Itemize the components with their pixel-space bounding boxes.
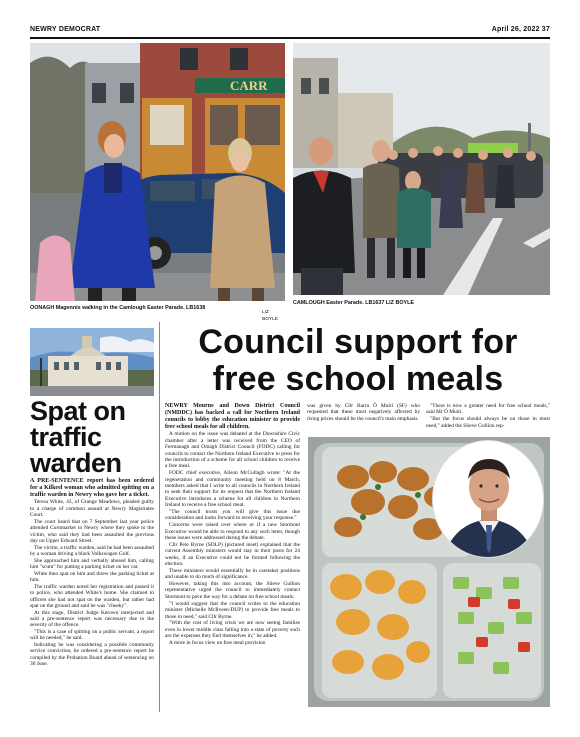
main-story-column-2 bbox=[307, 403, 420, 423]
headline-line: traffic bbox=[30, 422, 102, 452]
story-paragraph: The court heard that on 7 September last year police attended Cornmarket in Newry where they spoke to the victim, who said they had been assaulted the previous day on Upper Edward Street. bbox=[30, 518, 154, 544]
headline-line: Council support for bbox=[198, 323, 518, 361]
column-divider bbox=[159, 322, 160, 712]
inset-photo-cllr-pete-byrne bbox=[432, 440, 544, 558]
story-paragraph: FODC chief executive, Alison McCullagh wrote: "At the regeneration and community meeting held on 8 March, members asked that I write to all councils in Northern Ireland to seek their support for its request that the Northern Ireland Executive introduces a scheme for all children in Northern Ireland to receive a free school meal. bbox=[165, 470, 300, 509]
photo-camlough-parade bbox=[293, 43, 550, 295]
story-paragraph: "With the cost of living crisis we are now seeing families even in lower middle class falling into a state of poverty such are the expenses they find themselves in," he added. bbox=[165, 620, 300, 640]
masthead-rule bbox=[30, 37, 550, 39]
story-paragraph: "There is now a greater need for free school meals," said Mr Ó Muirí. bbox=[426, 403, 550, 416]
photo-caption-right: CAMLOUGH Easter Parade. LB1637 LIZ BOYLE bbox=[293, 300, 415, 306]
photo-credit: LIZ BOYLE bbox=[262, 310, 278, 322]
story-paragraph: Indicating he was considering a possible community service conviction, he ordered a pre-sentence report be compiled by the Probation Board ahead of sentencing on 30 June. bbox=[30, 642, 154, 668]
side-story-headline bbox=[30, 398, 156, 476]
story-paragraph: A more in focus view on free meal provision bbox=[169, 639, 266, 646]
story-paragraph: Cllr Pete Byrne (SDLP) (pictured inset) explained that the current Assembly ministers would stay in their posts for 24 weeks, if an Executive could not be formed following the election. bbox=[165, 541, 300, 568]
story-paragraph: Teresa White, 43, of Grange Meadows, pleaded guilty to a charge of common assault at Newry Magistrates Court. bbox=[30, 499, 154, 519]
main-story-headline bbox=[163, 324, 553, 398]
story-paragraph: She approached him and verbally abused him, calling him "scum" for putting a parking ticket on her car. bbox=[30, 557, 154, 570]
caption-text: OONAGH Magennis walking in the Camlough Easter Parade. LB1638 bbox=[30, 305, 206, 311]
story-paragraph: Concerns were raised over where or if a new Stormont Executive would be able to respond to any such letter, though these issues were addressed during the debate. bbox=[165, 522, 300, 542]
story-paragraph: At this stage, District Judge Kerown interjected and said a pre-sentence report was necessary due to the severity of the offence. bbox=[30, 609, 154, 629]
side-story-body bbox=[30, 478, 154, 668]
publication-name: NEWRY DEMOCRAT bbox=[30, 26, 101, 33]
story-paragraph: "The council trusts you will give this issue due consideration and looks forward to receiving your response." bbox=[165, 509, 300, 522]
shop-sign-text: CARR bbox=[230, 78, 268, 93]
headline-line: free school meals bbox=[212, 360, 504, 398]
story-paragraph: A motion on the issue was debated at the Downshire Civic chamber after a letter was received from the CEO of Fermanagh and Omagh District Council (FODC) calling for councils to contact the Northern Ireland Executive to press for the introduction of a scheme for all school children to receive a free meal. bbox=[165, 431, 300, 470]
story-paragraph: NEWRY Mourne and Down District Council (NMDDC) has backed a call for Northern Ireland councils to lobby the education minister to provide free school meals for all children. bbox=[165, 403, 300, 430]
issue-date-page: April 26, 2022 37 bbox=[491, 26, 550, 33]
photo-newry-courthouse bbox=[30, 328, 154, 396]
story-paragraph: White then spat on him and threw the parking ticket at him. bbox=[30, 570, 154, 584]
main-story-column-3 bbox=[426, 403, 550, 429]
story-paragraph: "I would suggest that the council writes to the education minister (Michelle McIlveen-DUP) to provide free meals to those in need," said Cllr Byrne. bbox=[165, 600, 300, 620]
story-paragraph: The traffic warden noted her registration and passed it to police, who attended White's home. She claimed to officers she had not spat on the warden, but rather had spat on the ground and said he was "cheeky". bbox=[30, 583, 154, 609]
story-paragraph: was given by Cllr Barra Ó Muirí (SF) who requested that these most negatively affected by rising prices should be the council's main emphasis. bbox=[307, 403, 420, 422]
story-paragraph: The victim, a traffic warden, said he had been assaulted by a woman driving a black Volkswagen Golf. bbox=[30, 544, 154, 557]
story-paragraph: "This is a case of spitting on a public servant, a report will be needed," he said. bbox=[30, 629, 154, 642]
story-paragraph: However, taking this into account, the Slieve Gullion representative urged the council to immediately contact Stormont to pave the way for a debate on free school meals. bbox=[165, 581, 300, 600]
story-paragraph: A PRE-SENTENCE report has been ordered for a Kilkeel woman who admitted spitting on a traffic warden in Newry who gave her a ticket. bbox=[30, 478, 154, 498]
photo-oonagh-magennis bbox=[30, 43, 285, 301]
headline-line: warden bbox=[30, 448, 122, 478]
story-paragraph: These ministers would essentially be in caretaker positions and unable to do much of significance. bbox=[165, 567, 300, 581]
headline-line: Spat on bbox=[30, 396, 126, 426]
story-paragraph: "But the focus should always be on those in most need," added the Slieve Gullion rep- bbox=[426, 416, 550, 429]
main-story-column-1 bbox=[165, 403, 300, 647]
photo-caption-left bbox=[30, 305, 285, 322]
